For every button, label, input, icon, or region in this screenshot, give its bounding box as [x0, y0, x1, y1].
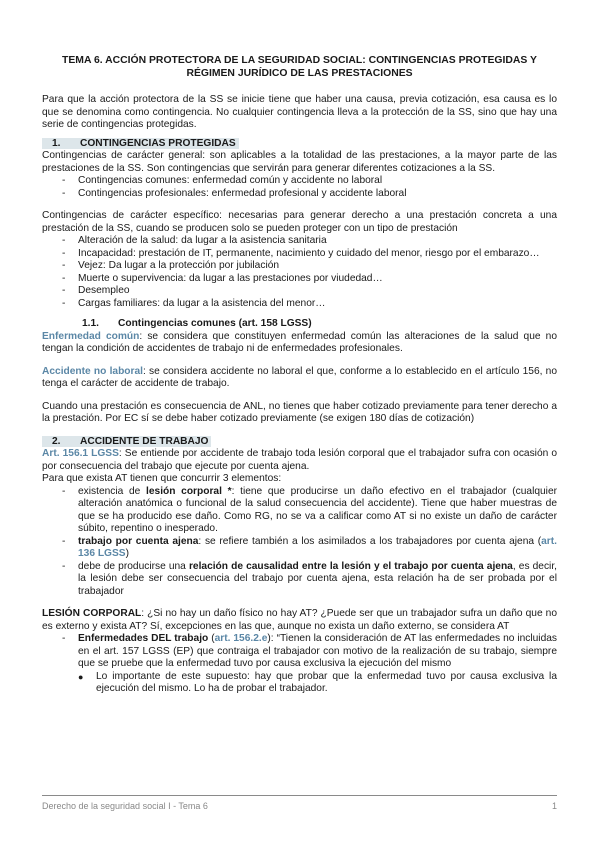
accidente-no-laboral-label: Accidente no laboral — [42, 365, 143, 377]
page-number: 1 — [551, 801, 557, 811]
list-item: - Enfermedades DEL trabajo (art. 156.2.e): “Tienen la consideración de AT las enfermedades no incluidas en el art. 157 LGSS (EP) que contraiga el trabajador con motivo de la realización de su trabajo, siempre que se pruebe que la enfermedad tuvo por causa exclusiva la ejecución del mismo — [62, 633, 557, 671]
lesion-corporal-paragraph: LESIÓN CORPORAL: ¿Si no hay un daño físico no hay AT? ¿Puede ser que un trabajador sufra un daño que no es externo y exista AT? Sí, excepciones en las que, aunque no exista un daño externo, se considera AT — [42, 608, 557, 632]
at-elements-list — [42, 486, 557, 599]
art-156-reference: Art. 156.1 LGSS — [42, 448, 119, 459]
section-2-title: ACCIDENTE DE TRABAJO — [80, 435, 209, 447]
list-item: - Contingencias comunes: enfermedad común y accidente no laboral — [62, 175, 557, 188]
list-item: - Incapacidad: prestación de IT, permanente, nacimiento y cuidado del menor, riesgo por el embarazo… — [62, 248, 557, 261]
specific-contingencies-text: Contingencias de carácter específico: necesarias para generar derecho a una prestación concreta a una prestación de la SS, cuando se producen solo se pueden proteger con un tipo de prestación — [42, 210, 557, 234]
art-156-2-e-reference: art. 156.2.e — [214, 633, 268, 644]
list-item: - Cargas familiares: da lugar a la asistencia del menor… — [62, 298, 557, 311]
list-item: - trabajo por cuenta ajena: se refiere también a los asimilados a los trabajadores por cuenta ajena (art. 136 LGSS) — [62, 536, 557, 561]
list-item: - Alteración de la salud: da lugar a la asistencia sanitaria — [62, 235, 557, 248]
section-2-heading — [42, 436, 557, 449]
accidente-no-laboral-paragraph: Accidente no laboral: se considera accidente no laboral el que, conforme a lo establecido en el artículo 156, no tenga el carácter de accidente de trabajo. — [42, 365, 557, 389]
lesion-corporal-label: LESIÓN CORPORAL — [42, 608, 142, 619]
document-page — [42, 54, 557, 696]
section-1-title: CONTINGENCIAS PROTEGIDAS — [80, 137, 236, 149]
specific-contingencies-list — [42, 235, 557, 310]
enfermedad-comun-paragraph: Enfermedad común: se considera que constituyen enfermedad común las alteraciones de la salud que no tengan la condición de accidentes de trabajo ni de enfermedades profesionales. — [42, 330, 557, 354]
list-item: - Vejez: Da lugar a la protección por jubilación — [62, 260, 557, 273]
section-2-number: 2. — [52, 435, 61, 447]
subsection-title: Contingencias comunes (art. 158 LGSS) — [118, 318, 312, 329]
list-item: - existencia de lesión corporal *: tiene que producirse un daño efectivo en el trabajador (cualquier alteración anatómica o funcional de la salud consecuencia del accidente). Tiene que haber muestras de que se ha producido ese daño. Como RG, no se va a calificar como AT si no existe un daño de carácter súbito, repentino o inesperado. — [62, 486, 557, 536]
edt-bullet-list — [42, 671, 557, 696]
footer-text: Derecho de la seguridad social I - Tema 6 — [42, 801, 208, 811]
subsection-1-1-heading — [42, 318, 557, 331]
intro-paragraph: Para que la acción protectora de la SS se inicie tiene que haber una causa, previa cotización, esa causa es lo que se denomina como contingencia. No cualquier contingencia lleva a la protección de la SS, sino que hay una serie de contingencias protegidas. — [42, 94, 557, 130]
document-title: TEMA 6. ACCIÓN PROTECTORA DE LA SEGURIDAD SOCIAL: CONTINGENCIAS PROTEGIDAS Y RÉGIMEN JURÍDICO DE LAS PRESTACIONES — [62, 55, 537, 79]
enfermedad-comun-label: Enfermedad común — [42, 330, 140, 342]
list-item: - debe de producirse una relación de causalidad entre la lesión y el trabajo por cuenta ajena, es decir, la lesión debe ser consecuencia del trabajo por cuenta ajena, esta relación ha de ser probada por el trabajador — [62, 561, 557, 599]
list-item: - Desempleo — [62, 285, 557, 298]
page-footer — [42, 795, 557, 811]
anl-note-paragraph: Cuando una prestación es consecuencia de ANL, no tienes que haber cotizado previamente para tener derecho a la prestación. Por EC sí se debe haber cotizado previamente (se exigen 180 días de cotización) — [42, 400, 557, 424]
art-136-reference: art. 136 LGSS — [78, 535, 557, 559]
section-1-heading — [42, 138, 557, 151]
lesion-exceptions-list — [42, 633, 557, 671]
list-item: - Muerte o supervivencia: da lugar a las prestaciones por viudedad… — [62, 273, 557, 286]
section-1-number: 1. — [52, 137, 61, 149]
general-contingencies-list — [42, 175, 557, 200]
art-156-paragraph: Art. 156.1 LGSS: Se entiende por accidente de trabajo toda lesión corporal que el trabajador sufra con ocasión o por consecuencia del trabajo que ejecute por cuenta ajena. — [42, 448, 558, 472]
general-contingencies-text: Contingencias de carácter general: son aplicables a la totalidad de las prestaciones, a la mayor parte de las prestaciones de la SS. Son contingencias que servirán para generar diferentes cotizaciones a la SS. — [42, 150, 557, 174]
subsection-number: 1.1. — [82, 318, 99, 329]
requirements-intro: Para que exista AT tienen que concurrir 3 elementos: — [42, 473, 282, 484]
list-item: ● Lo importante de este supuesto: hay que probar que la enfermedad tuvo por causa exclusiva la ejecución del mismo. Lo ha de probar el trabajador. — [78, 671, 557, 696]
list-item: - Contingencias profesionales: enfermedad profesional y accidente laboral — [62, 188, 557, 201]
